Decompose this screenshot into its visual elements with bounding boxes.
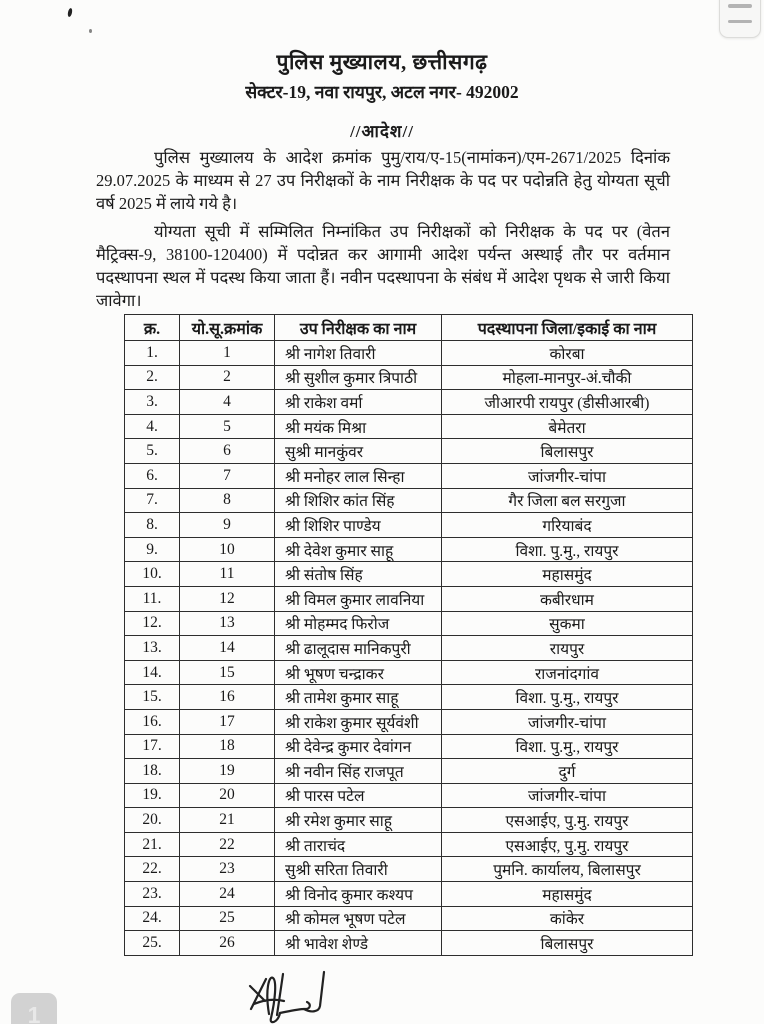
table-cell: 10.	[125, 562, 180, 587]
table-cell: श्री विमल कुमार लावनिया	[275, 586, 442, 611]
table-cell: 16.	[125, 709, 180, 734]
table-cell: श्री नागेश तिवारी	[275, 341, 442, 366]
table-cell: श्री तामेश कुमार साहू	[275, 685, 442, 710]
table-cell: सुश्री सरिता तिवारी	[275, 857, 442, 882]
table-cell: 20.	[125, 808, 180, 833]
table-cell: 9	[180, 513, 275, 538]
table-cell: 1.	[125, 341, 180, 366]
table-row	[125, 808, 693, 833]
table-cell: गैर जिला बल सरगुजा	[442, 488, 693, 513]
table-cell: जांजगीर-चांपा	[442, 463, 693, 488]
table-row	[125, 660, 693, 685]
table-row	[125, 857, 693, 882]
table-cell: 9.	[125, 537, 180, 562]
table-cell: श्री पारस पटेल	[275, 783, 442, 808]
table-cell: 8.	[125, 513, 180, 538]
table-row	[125, 734, 693, 759]
table-cell: 25.	[125, 931, 180, 956]
table-cell: कबीरधाम	[442, 586, 693, 611]
ink-speck	[89, 29, 92, 33]
table-cell: कांकेर	[442, 906, 693, 931]
table-cell: श्री रमेश कुमार साहू	[275, 808, 442, 833]
table-cell: 14.	[125, 660, 180, 685]
table-cell: श्री मोहम्मद फिरोज	[275, 611, 442, 636]
table-row	[125, 390, 693, 415]
table-cell: 4.	[125, 414, 180, 439]
table-cell: दुर्ग	[442, 759, 693, 784]
handle-line-icon	[728, 20, 752, 24]
page-number-badge	[11, 993, 57, 1024]
table-cell: राजनांदगांव	[442, 660, 693, 685]
table-cell: श्री संतोष सिंह	[275, 562, 442, 587]
order-heading: //आदेश//	[350, 122, 414, 141]
table-cell: 13.	[125, 636, 180, 661]
table-row	[125, 783, 693, 808]
table-cell: 12	[180, 586, 275, 611]
table-cell: विशा. पु.मु., रायपुर	[442, 685, 693, 710]
table-cell: 15.	[125, 685, 180, 710]
table-cell: 21.	[125, 832, 180, 857]
table-row	[125, 882, 693, 907]
table-cell: 8	[180, 488, 275, 513]
handle-line-icon	[728, 4, 752, 8]
table-cell: जीआरपी रायपुर (डीसीआरबी)	[442, 390, 693, 415]
table-row	[125, 537, 693, 562]
table-row	[125, 611, 693, 636]
table-row	[125, 341, 693, 366]
table-cell: 23	[180, 857, 275, 882]
table-cell: श्री कोमल भूषण पटेल	[275, 906, 442, 931]
table-cell: सुकमा	[442, 611, 693, 636]
table-row	[125, 931, 693, 956]
table-cell: पुमनि. कार्यालय, बिलासपुर	[442, 857, 693, 882]
table-row	[125, 759, 693, 784]
table-cell: 22.	[125, 857, 180, 882]
table-cell: श्री देवेश कुमार साहू	[275, 537, 442, 562]
table-cell: 2.	[125, 365, 180, 390]
table-row	[125, 513, 693, 538]
table-cell: श्री शिशिर कांत सिंह	[275, 488, 442, 513]
table-row	[125, 488, 693, 513]
table-cell: श्री मनोहर लाल सिन्हा	[275, 463, 442, 488]
table-cell: श्री ताराचंद	[275, 832, 442, 857]
order-paragraph-1: पुलिस मुख्यालय के आदेश क्रमांक पुमु/राय/ए-15(नामांकन)/एम-2671/2025 दिनांक 29.07.2025 के माध्यम से 27 उप निरीक्षकों के नाम निरीक्षक के पद पर पदोन्नति हेतु योग्यता सूची वर्ष 2025 में लाये गये है।	[96, 148, 670, 213]
table-row	[125, 439, 693, 464]
table-cell: श्री देवेन्द्र कुमार देवांगन	[275, 734, 442, 759]
table-row	[125, 685, 693, 710]
promotion-table-body	[125, 341, 693, 956]
table-cell: 17	[180, 709, 275, 734]
table-cell: श्री मयंक मिश्रा	[275, 414, 442, 439]
table-cell: 23.	[125, 882, 180, 907]
table-cell: श्री विनोद कुमार कश्यप	[275, 882, 442, 907]
table-row	[125, 463, 693, 488]
table-header-row	[125, 315, 693, 341]
table-cell: 7	[180, 463, 275, 488]
table-cell: श्री ढालूदास मानिकपुरी	[275, 636, 442, 661]
table-cell: 3.	[125, 390, 180, 415]
order-paragraph-2: योग्यता सूची में सम्मिलित निम्नांकित उप निरीक्षकों को निरीक्षक के पद पर (वेतन मैट्रिक्स-9, 38100-120400) में पदोन्नत कर आगामी आदेश पर्यन्त अस्थाई तौर पर वर्तमान पदस्थापना स्थल में पदस्थ किया जाता हैं। नवीन पदस्थापना के संबंध में आदेश पृथक से जारी किया जावेगा।	[96, 222, 670, 310]
table-cell: महासमुंद	[442, 562, 693, 587]
table-cell: एसआईए, पु.मु. रायपुर	[442, 808, 693, 833]
org-address: सेक्टर-19, नवा रायपुर, अटल नगर- 492002	[245, 82, 519, 102]
table-cell: 5.	[125, 439, 180, 464]
table-cell: कोरबा	[442, 341, 693, 366]
table-row	[125, 906, 693, 931]
table-cell: श्री भावेश शेण्डे	[275, 931, 442, 956]
table-cell: गरियाबंद	[442, 513, 693, 538]
table-cell: 19.	[125, 783, 180, 808]
table-row	[125, 586, 693, 611]
table-cell: 11.	[125, 586, 180, 611]
table-row	[125, 414, 693, 439]
table-cell: 22	[180, 832, 275, 857]
table-row	[125, 709, 693, 734]
table-cell: बिलासपुर	[442, 439, 693, 464]
table-cell: 18.	[125, 759, 180, 784]
table-cell: 13	[180, 611, 275, 636]
table-cell: श्री भूषण चन्द्राकर	[275, 660, 442, 685]
table-cell: 24	[180, 882, 275, 907]
table-cell: श्री शिशिर पाण्डेय	[275, 513, 442, 538]
table-cell: 15	[180, 660, 275, 685]
table-cell: 12.	[125, 611, 180, 636]
promotion-table	[124, 314, 693, 956]
page-number: 1	[27, 1001, 41, 1024]
promotion-table-head	[125, 315, 693, 341]
header-name: उप निरीक्षक का नाम	[275, 315, 442, 341]
table-cell: बिलासपुर	[442, 931, 693, 956]
table-cell: 17.	[125, 734, 180, 759]
table-cell: महासमुंद	[442, 882, 693, 907]
table-cell: विशा. पु.मु., रायपुर	[442, 734, 693, 759]
table-cell: एसआईए, पु.मु. रायपुर	[442, 832, 693, 857]
header-serial: क्र.	[125, 315, 180, 341]
table-cell: श्री राकेश कुमार सूर्यवंशी	[275, 709, 442, 734]
signature	[238, 968, 366, 1024]
table-cell: 21	[180, 808, 275, 833]
table-cell: 7.	[125, 488, 180, 513]
table-cell: सुश्री मानकुंवर	[275, 439, 442, 464]
table-cell: विशा. पु.मु., रायपुर	[442, 537, 693, 562]
table-cell: 11	[180, 562, 275, 587]
table-row	[125, 365, 693, 390]
table-row	[125, 562, 693, 587]
header-posting-unit: पदस्थापना जिला/इकाई का नाम	[442, 315, 693, 341]
table-row	[125, 832, 693, 857]
table-cell: 25	[180, 906, 275, 931]
org-title: पुलिस मुख्यालय, छत्तीसगढ़	[276, 50, 488, 74]
header-merit-number: यो.सू.क्रमांक	[180, 315, 275, 341]
table-cell: 10	[180, 537, 275, 562]
table-cell: श्री राकेश वर्मा	[275, 390, 442, 415]
table-cell: 2	[180, 365, 275, 390]
ink-speck	[67, 8, 73, 18]
table-cell: 14	[180, 636, 275, 661]
scroll-handle-icon[interactable]	[719, 0, 761, 38]
table-cell: जांजगीर-चांपा	[442, 783, 693, 808]
table-cell: 5	[180, 414, 275, 439]
table-cell: श्री नवीन सिंह राजपूत	[275, 759, 442, 784]
table-cell: बेमेतरा	[442, 414, 693, 439]
table-cell: 20	[180, 783, 275, 808]
table-cell: 6.	[125, 463, 180, 488]
table-cell: 26	[180, 931, 275, 956]
table-cell: जांजगीर-चांपा	[442, 709, 693, 734]
table-cell: 4	[180, 390, 275, 415]
table-cell: 18	[180, 734, 275, 759]
table-cell: 16	[180, 685, 275, 710]
table-cell: 19	[180, 759, 275, 784]
table-cell: 6	[180, 439, 275, 464]
table-cell: 24.	[125, 906, 180, 931]
table-cell: श्री सुशील कुमार त्रिपाठी	[275, 365, 442, 390]
table-cell: मोहला-मानपुर-अं.चौकी	[442, 365, 693, 390]
table-cell: 1	[180, 341, 275, 366]
table-row	[125, 636, 693, 661]
table-cell: रायपुर	[442, 636, 693, 661]
